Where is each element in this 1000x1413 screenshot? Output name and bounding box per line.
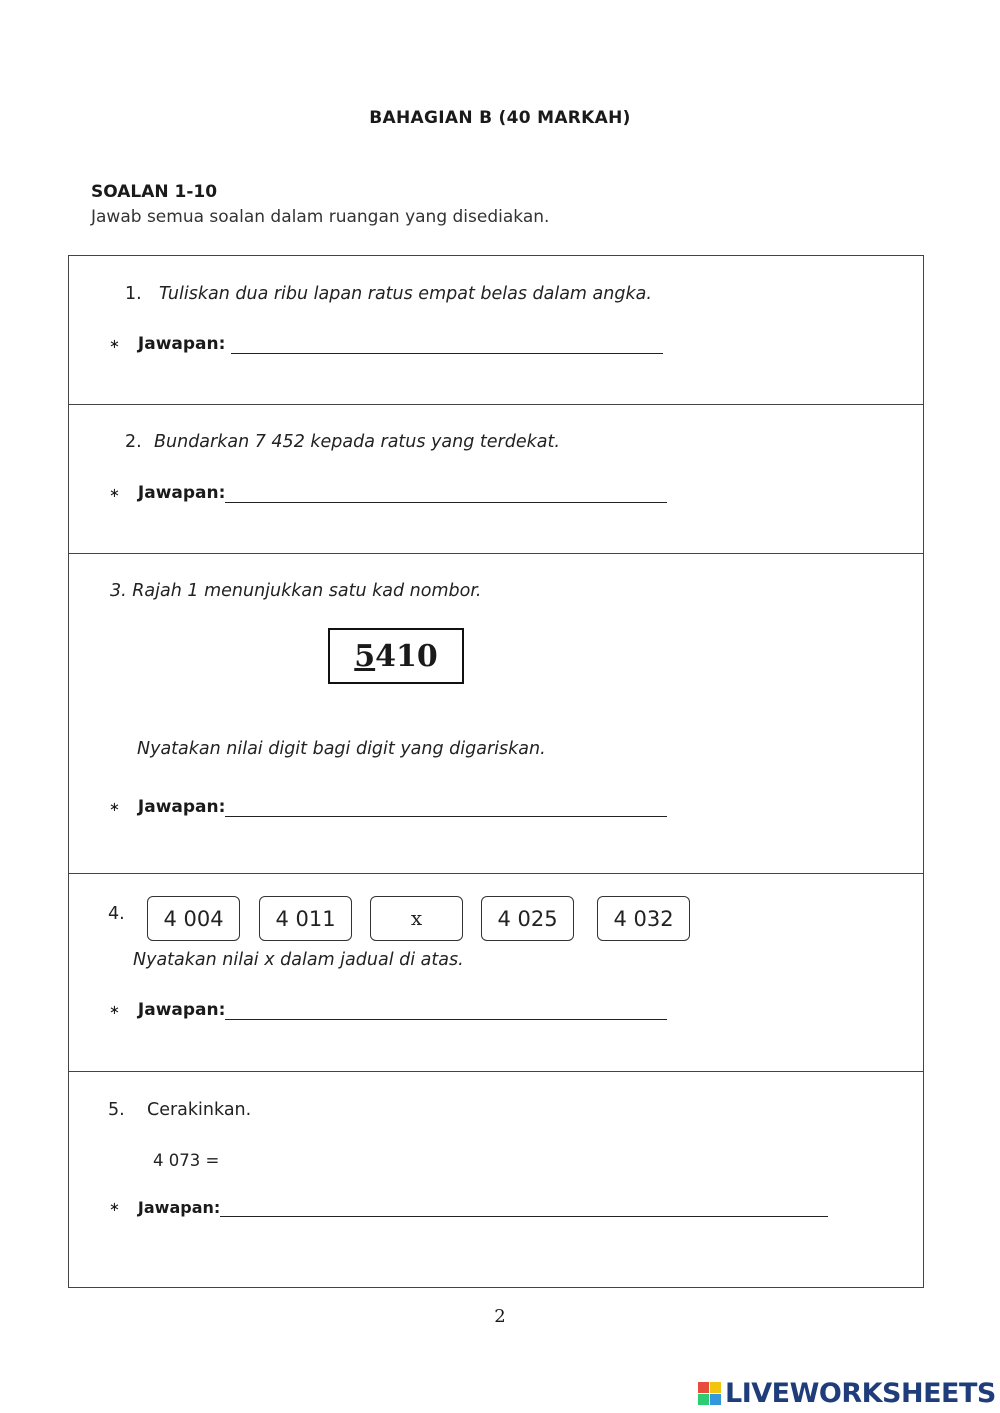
page-number: 2 xyxy=(494,1306,506,1327)
answer-label: Jawapan: xyxy=(137,334,226,354)
question-2-number: 2. xyxy=(125,432,142,452)
question-1-box xyxy=(68,255,924,404)
question-3-text: 3. Rajah 1 menunjukkan satu kad nombor. xyxy=(110,581,482,601)
asterisk-icon: ∗ xyxy=(109,1003,120,1018)
answer-label: Jawapan: xyxy=(137,1000,226,1020)
question-4-number: 4. xyxy=(108,904,125,924)
asterisk-icon: ∗ xyxy=(109,337,120,352)
question-1-text: Tuliskan dua ribu lapan ratus empat belas dalam angka. xyxy=(159,284,652,304)
question-3-box xyxy=(68,553,924,873)
question-2-box xyxy=(68,404,924,553)
sequence-box-2: 4 011 xyxy=(259,896,352,941)
question-5-box xyxy=(68,1071,924,1288)
question-2-text: Bundarkan 7 452 kepada ratus yang terdekat. xyxy=(154,432,560,452)
question-1-number: 1. xyxy=(125,284,142,304)
sequence-box-unknown: x xyxy=(370,896,463,941)
answer-line-4[interactable] xyxy=(225,1001,667,1020)
sequence-box-4: 4 025 xyxy=(481,896,574,941)
question-5-expression: 4 073 = xyxy=(153,1151,220,1170)
instruction-text: Jawab semua soalan dalam ruangan yang disediakan. xyxy=(91,207,550,227)
question-1-answer xyxy=(109,334,663,354)
section-heading: SOALAN 1-10 xyxy=(91,182,218,202)
brand-wordmark: LIVEWORKSHEETS xyxy=(725,1378,996,1409)
question-4-answer xyxy=(109,1000,667,1020)
answer-line-3[interactable] xyxy=(225,798,667,817)
liveworksheets-brand xyxy=(698,1378,996,1409)
sequence-box-5: 4 032 xyxy=(597,896,690,941)
answer-line-5[interactable] xyxy=(220,1198,828,1217)
answer-label: Jawapan: xyxy=(137,1198,221,1217)
asterisk-icon: ∗ xyxy=(109,486,120,501)
liveworksheets-logo-icon xyxy=(698,1382,721,1405)
answer-line-2[interactable] xyxy=(225,484,667,503)
asterisk-icon: ∗ xyxy=(109,1200,120,1215)
question-4-question: Nyatakan nilai x dalam jadual di atas. xyxy=(133,950,464,970)
question-3-question: Nyatakan nilai digit bagi digit yang digariskan. xyxy=(137,739,546,759)
page-title: BAHAGIAN B (40 MARKAH) xyxy=(369,108,631,128)
question-3-answer xyxy=(109,797,667,817)
answer-label: Jawapan: xyxy=(137,797,226,817)
question-2-answer xyxy=(109,483,667,503)
question-5-answer xyxy=(109,1198,828,1217)
question-5-text: Cerakinkan. xyxy=(147,1100,252,1120)
answer-line-1[interactable] xyxy=(231,335,663,354)
underlined-digit: 5 xyxy=(354,639,376,674)
answer-label: Jawapan: xyxy=(137,483,226,503)
card-remaining-digits: 410 xyxy=(375,639,438,674)
asterisk-icon: ∗ xyxy=(109,800,120,815)
sequence-box-1: 4 004 xyxy=(147,896,240,941)
question-5-number: 5. xyxy=(108,1100,125,1120)
number-card xyxy=(328,628,464,684)
